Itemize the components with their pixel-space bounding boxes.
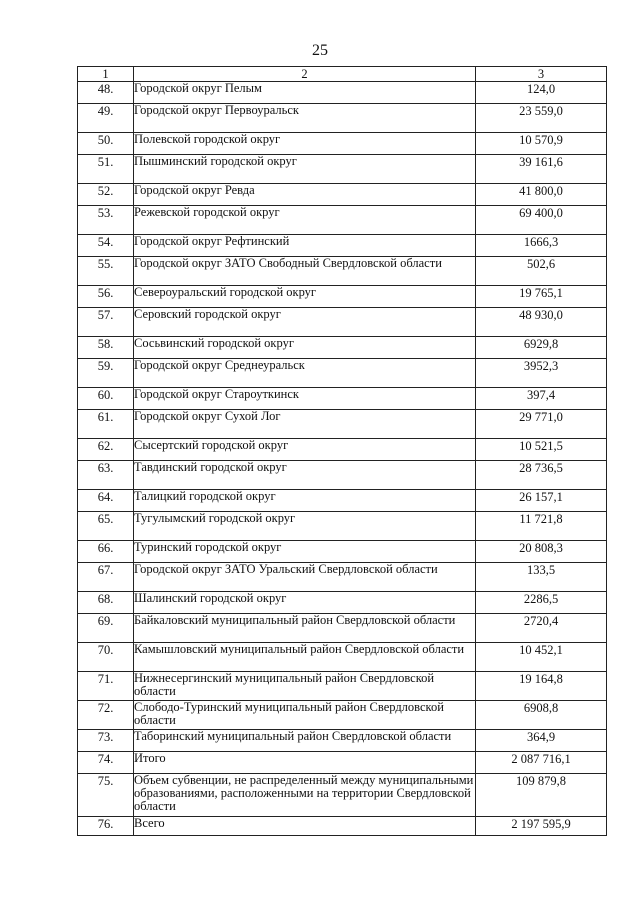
row-name: Городской округ Первоуральск xyxy=(134,104,476,133)
column-header-name: 2 xyxy=(134,67,476,82)
table-row xyxy=(78,439,607,461)
row-number: 55. xyxy=(78,257,134,286)
row-value: 6908,8 xyxy=(476,701,607,730)
row-number: 72. xyxy=(78,701,134,730)
row-name: Сысертский городской округ xyxy=(134,439,476,461)
row-value: 26 157,1 xyxy=(476,490,607,512)
row-number: 64. xyxy=(78,490,134,512)
row-name: Шалинский городской округ xyxy=(134,592,476,614)
table-row xyxy=(78,774,607,817)
table-row xyxy=(78,490,607,512)
row-value: 2 087 716,1 xyxy=(476,752,607,774)
row-value: 48 930,0 xyxy=(476,308,607,337)
row-number: 53. xyxy=(78,206,134,235)
table-row xyxy=(78,155,607,184)
row-value: 109 879,8 xyxy=(476,774,607,817)
table-row xyxy=(78,206,607,235)
row-name: Объем субвенции, не распределенный между муниципальными образованиями, расположенными на территории Свердловской области xyxy=(134,774,476,817)
row-number: 60. xyxy=(78,388,134,410)
row-number: 58. xyxy=(78,337,134,359)
row-number: 54. xyxy=(78,235,134,257)
row-value: 28 736,5 xyxy=(476,461,607,490)
row-value: 2286,5 xyxy=(476,592,607,614)
row-number: 50. xyxy=(78,133,134,155)
row-number: 68. xyxy=(78,592,134,614)
table-row xyxy=(78,337,607,359)
row-number: 67. xyxy=(78,563,134,592)
row-value: 19 765,1 xyxy=(476,286,607,308)
table-row xyxy=(78,82,607,104)
row-number: 75. xyxy=(78,774,134,817)
row-number: 69. xyxy=(78,614,134,643)
table-row xyxy=(78,184,607,206)
row-value: 10 452,1 xyxy=(476,643,607,672)
row-name: Городской округ Сухой Лог xyxy=(134,410,476,439)
table-row xyxy=(78,308,607,337)
table-row xyxy=(78,730,607,752)
table-header-row xyxy=(78,67,607,82)
row-value: 3952,3 xyxy=(476,359,607,388)
page-number: 25 xyxy=(312,42,328,59)
table-row xyxy=(78,592,607,614)
row-value: 20 808,3 xyxy=(476,541,607,563)
row-number: 70. xyxy=(78,643,134,672)
row-value: 69 400,0 xyxy=(476,206,607,235)
row-name: Городской округ Пелым xyxy=(134,82,476,104)
table-row xyxy=(78,410,607,439)
table-row xyxy=(78,752,607,774)
row-value: 19 164,8 xyxy=(476,672,607,701)
row-name: Городской округ ЗАТО Свободный Свердловской области xyxy=(134,257,476,286)
table-row xyxy=(78,512,607,541)
row-name: Слободо-Туринский муниципальный район Свердловской области xyxy=(134,701,476,730)
row-value: 39 161,6 xyxy=(476,155,607,184)
row-name: Полевской городской округ xyxy=(134,133,476,155)
row-name: Городской округ Староуткинск xyxy=(134,388,476,410)
row-number: 49. xyxy=(78,104,134,133)
table-row xyxy=(78,461,607,490)
row-value: 364,9 xyxy=(476,730,607,752)
row-number: 51. xyxy=(78,155,134,184)
row-name: Сосьвинский городской округ xyxy=(134,337,476,359)
row-value: 1666,3 xyxy=(476,235,607,257)
table-row xyxy=(78,817,607,836)
row-number: 76. xyxy=(78,817,134,836)
row-name: Режевской городской округ xyxy=(134,206,476,235)
row-name: Городской округ Ревда xyxy=(134,184,476,206)
row-value: 29 771,0 xyxy=(476,410,607,439)
row-name: Серовский городской округ xyxy=(134,308,476,337)
row-number: 74. xyxy=(78,752,134,774)
row-value: 10 521,5 xyxy=(476,439,607,461)
row-value: 124,0 xyxy=(476,82,607,104)
row-number: 65. xyxy=(78,512,134,541)
row-number: 73. xyxy=(78,730,134,752)
row-number: 56. xyxy=(78,286,134,308)
row-value: 133,5 xyxy=(476,563,607,592)
table-row xyxy=(78,286,607,308)
row-name: Талицкий городской округ xyxy=(134,490,476,512)
row-name: Камышловский муниципальный район Свердловской области xyxy=(134,643,476,672)
row-name: Байкаловский муниципальный район Свердловской области xyxy=(134,614,476,643)
row-value: 11 721,8 xyxy=(476,512,607,541)
table-row xyxy=(78,388,607,410)
row-name: Туринский городской округ xyxy=(134,541,476,563)
row-value: 10 570,9 xyxy=(476,133,607,155)
row-name: Городской округ Среднеуральск xyxy=(134,359,476,388)
table-row xyxy=(78,541,607,563)
table-row xyxy=(78,701,607,730)
row-number: 57. xyxy=(78,308,134,337)
row-number: 66. xyxy=(78,541,134,563)
row-value: 23 559,0 xyxy=(476,104,607,133)
table-row xyxy=(78,563,607,592)
row-number: 52. xyxy=(78,184,134,206)
row-value: 6929,8 xyxy=(476,337,607,359)
row-value: 2 197 595,9 xyxy=(476,817,607,836)
table-row xyxy=(78,257,607,286)
row-number: 62. xyxy=(78,439,134,461)
row-number: 63. xyxy=(78,461,134,490)
row-value: 41 800,0 xyxy=(476,184,607,206)
row-name: Тугулымский городской округ xyxy=(134,512,476,541)
row-name: Пышминский городской округ xyxy=(134,155,476,184)
row-name: Всего xyxy=(134,817,476,836)
table-row xyxy=(78,235,607,257)
table-row xyxy=(78,104,607,133)
column-header-value: 3 xyxy=(476,67,607,82)
table-row xyxy=(78,359,607,388)
row-name: Нижнесергинский муниципальный район Свердловской области xyxy=(134,672,476,701)
row-name: Итого xyxy=(134,752,476,774)
row-number: 48. xyxy=(78,82,134,104)
row-value: 502,6 xyxy=(476,257,607,286)
table-row xyxy=(78,614,607,643)
row-name: Таборинский муниципальный район Свердловской области xyxy=(134,730,476,752)
table-row xyxy=(78,672,607,701)
row-name: Тавдинский городской округ xyxy=(134,461,476,490)
row-value: 397,4 xyxy=(476,388,607,410)
row-number: 71. xyxy=(78,672,134,701)
column-header-number: 1 xyxy=(78,67,134,82)
row-name: Городской округ ЗАТО Уральский Свердловской области xyxy=(134,563,476,592)
row-number: 59. xyxy=(78,359,134,388)
row-name: Североуральский городской округ xyxy=(134,286,476,308)
table-row xyxy=(78,133,607,155)
subvention-table xyxy=(77,66,607,836)
row-name: Городской округ Рефтинский xyxy=(134,235,476,257)
row-number: 61. xyxy=(78,410,134,439)
table-row xyxy=(78,643,607,672)
row-value: 2720,4 xyxy=(476,614,607,643)
